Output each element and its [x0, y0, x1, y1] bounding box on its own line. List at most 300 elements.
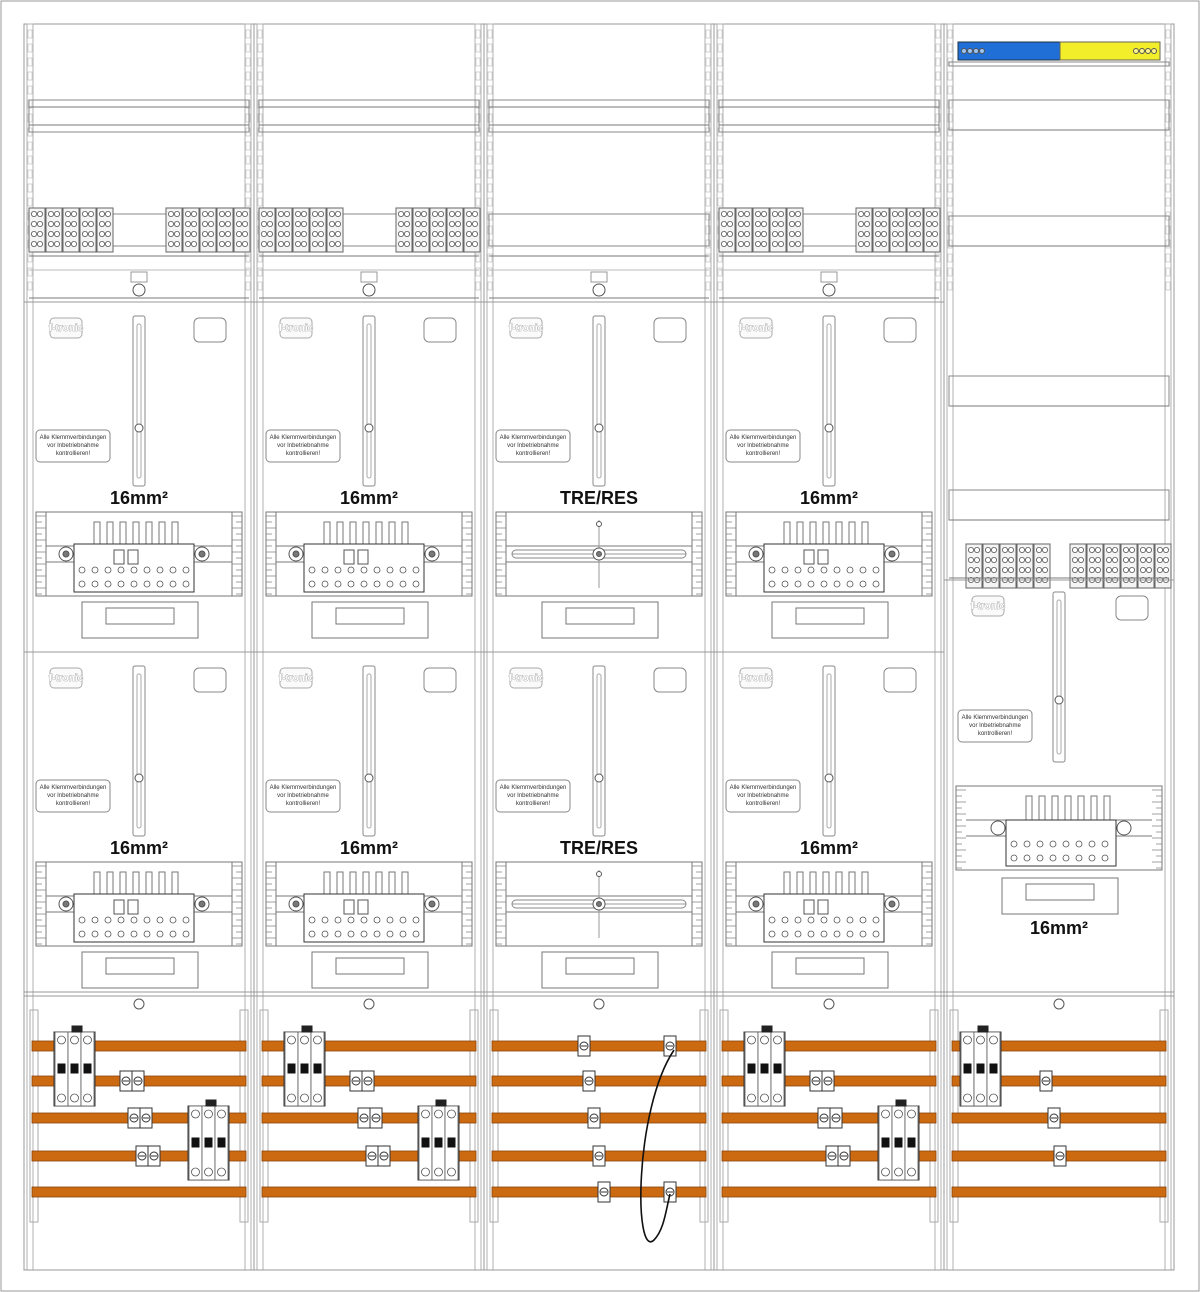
terminal-screw: [892, 221, 897, 226]
terminal-screw: [329, 221, 334, 226]
terminal-screw: [1140, 557, 1145, 562]
breaker-screw: [448, 1168, 456, 1176]
terminal-screw: [721, 221, 726, 226]
busbar-clamp: [1040, 1071, 1052, 1091]
terminal-screw: [795, 231, 800, 236]
brand-logo: f-tronic: [278, 673, 314, 684]
terminal-screw: [318, 221, 323, 226]
clamp-screw: [782, 581, 788, 587]
note-line: vor Inbetriebnahme: [737, 443, 789, 449]
mounting-screw: [365, 774, 373, 782]
terminal-screw: [991, 567, 996, 572]
busbar-clamp: [826, 1146, 850, 1166]
clamp-screw: [387, 567, 393, 573]
breaker-lever: [301, 1064, 308, 1073]
terminal-screw: [174, 241, 179, 246]
terminal-screw: [261, 211, 266, 216]
breaker-screw: [58, 1094, 66, 1102]
note-line: vor Inbetriebnahme: [277, 443, 329, 449]
breaker-top-clip: [436, 1100, 446, 1106]
terminal-screw: [1140, 567, 1145, 572]
clamp-screw: [860, 917, 866, 923]
terminal-screw: [968, 557, 973, 562]
busbar-clamp: [1048, 1108, 1060, 1128]
tre-hole: [597, 522, 602, 527]
terminal-screw: [242, 231, 247, 236]
terminal-screw: [301, 231, 306, 236]
busbar: [952, 1187, 1166, 1197]
clamp-screw: [1037, 841, 1043, 847]
note-line: Alle Klemmverbindungen: [499, 435, 567, 441]
terminal-screw: [466, 241, 471, 246]
breaker-screw: [748, 1036, 756, 1044]
terminal-screw: [449, 221, 454, 226]
note-line: Alle Klemmverbindungen: [729, 435, 797, 441]
breaker-screw: [71, 1036, 79, 1044]
clamp-screw: [821, 567, 827, 573]
clamp-screw: [1102, 855, 1108, 861]
clamp-screw: [348, 917, 354, 923]
terminal-screw: [438, 211, 443, 216]
terminal-screw: [892, 211, 897, 216]
terminal-screw: [1072, 567, 1077, 572]
terminal-screw: [738, 241, 743, 246]
terminal-screw: [415, 231, 420, 236]
terminal-screw: [438, 241, 443, 246]
terminal-screw: [398, 231, 403, 236]
terminal-screw: [985, 567, 990, 572]
clamp-screw: [144, 567, 150, 573]
terminal-screw: [898, 231, 903, 236]
terminal-screw: [892, 241, 897, 246]
clamp-screw: [348, 581, 354, 587]
clamp-fixing-core: [63, 551, 69, 557]
terminal-screw: [1129, 567, 1134, 572]
terminal-screw: [738, 211, 743, 216]
clamp-screw: [144, 931, 150, 937]
clamp-screw: [144, 917, 150, 923]
breaker-top-clip: [302, 1026, 312, 1032]
clamp-screw: [157, 931, 163, 937]
mounting-screw: [825, 424, 833, 432]
clamp-screw: [79, 581, 85, 587]
circuit-breaker: [54, 1026, 95, 1106]
clamp-screw: [170, 931, 176, 937]
terminal-screw: [926, 211, 931, 216]
terminal-screw: [37, 221, 42, 226]
clamp-screw: [782, 931, 788, 937]
terminal-screw: [261, 221, 266, 226]
terminal-screw: [1163, 557, 1168, 562]
breaker-screw: [964, 1036, 972, 1044]
busbar-clamp: [358, 1108, 382, 1128]
terminal-screw: [421, 231, 426, 236]
terminal-screw: [31, 211, 36, 216]
clamp-screw: [873, 917, 879, 923]
busbar-clamp: [818, 1108, 842, 1128]
terminal-screw: [191, 231, 196, 236]
terminal-screw: [168, 221, 173, 226]
terminal-screw: [1078, 547, 1083, 552]
terminal-screw: [65, 231, 70, 236]
terminal-screw: [875, 221, 880, 226]
busbar-clamp: [583, 1071, 595, 1091]
clamp-screw: [400, 917, 406, 923]
terminal-screw: [335, 241, 340, 246]
terminal-screw: [208, 221, 213, 226]
terminal-screw: [755, 231, 760, 236]
clamp-fixing-core: [889, 551, 895, 557]
busbar-clamp: [588, 1108, 600, 1128]
terminal-screw: [789, 221, 794, 226]
terminal-screw: [31, 221, 36, 226]
clamp-screw: [92, 581, 98, 587]
note-line: vor Inbetriebnahme: [507, 793, 559, 799]
clamp-screw: [769, 931, 775, 937]
breaker-screw: [908, 1168, 916, 1176]
terminal-screw: [312, 231, 317, 236]
terminal-screw: [105, 211, 110, 216]
terminal-screw: [466, 211, 471, 216]
clamp-screw: [144, 581, 150, 587]
busbar-clamp: [128, 1108, 152, 1128]
clamp-screw: [1050, 855, 1056, 861]
terminal-screw: [174, 221, 179, 226]
terminal-screw: [398, 211, 403, 216]
terminal-screw: [421, 211, 426, 216]
breaker-screw: [71, 1094, 79, 1102]
breaker-lever: [761, 1064, 768, 1073]
terminal-screw: [421, 241, 426, 246]
terminal-screw: [242, 241, 247, 246]
brand-logo: f-tronic: [48, 673, 84, 684]
terminal-screw: [875, 231, 880, 236]
terminal-screw: [1042, 547, 1047, 552]
terminal-screw: [881, 221, 886, 226]
clamp-screw: [361, 567, 367, 573]
terminal-screw: [772, 231, 777, 236]
breaker-screw: [314, 1094, 322, 1102]
terminal-screw: [1072, 557, 1077, 562]
breaker-screw: [435, 1110, 443, 1118]
terminal-screw: [858, 221, 863, 226]
terminal-screw: [219, 221, 224, 226]
breaker-screw: [761, 1094, 769, 1102]
breaker-screw: [301, 1036, 309, 1044]
terminal-screw: [727, 221, 732, 226]
terminal-screw: [1008, 557, 1013, 562]
breaker-screw: [192, 1168, 200, 1176]
clamp-screw: [1076, 855, 1082, 861]
terminal-screw: [65, 221, 70, 226]
terminal-screw: [284, 241, 289, 246]
breaker-screw: [774, 1036, 782, 1044]
terminal-screw: [105, 221, 110, 226]
terminal-screw: [54, 241, 59, 246]
terminal-screw: [318, 231, 323, 236]
terminal-screw: [48, 211, 53, 216]
terminal-screw: [65, 211, 70, 216]
terminal-screw: [267, 241, 272, 246]
n-terminal-screw: [968, 49, 973, 54]
terminal-screw: [1146, 567, 1151, 572]
clamp-screw: [1089, 855, 1095, 861]
terminal-screw: [284, 231, 289, 236]
terminal-screw: [1025, 567, 1030, 572]
circuit-breaker: [188, 1100, 229, 1180]
breaker-screw: [990, 1094, 998, 1102]
terminal-screw: [909, 241, 914, 246]
terminal-screw: [312, 241, 317, 246]
terminal-screw: [727, 241, 732, 246]
terminal-screw: [789, 241, 794, 246]
terminal-screw: [455, 221, 460, 226]
clamp-screw: [847, 917, 853, 923]
clamp-screw: [873, 931, 879, 937]
circuit-breaker: [744, 1026, 785, 1106]
circuit-breaker: [284, 1026, 325, 1106]
terminal-screw: [875, 241, 880, 246]
terminal-screw: [772, 211, 777, 216]
terminal-screw: [881, 231, 886, 236]
breaker-screw: [990, 1036, 998, 1044]
terminal-screw: [789, 211, 794, 216]
terminal-screw: [1146, 557, 1151, 562]
board-outline: [1, 1, 1199, 1291]
terminal-screw: [1146, 547, 1151, 552]
terminal-screw: [915, 231, 920, 236]
terminal-screw: [778, 211, 783, 216]
terminal-screw: [295, 221, 300, 226]
terminal-screw: [858, 211, 863, 216]
clamp-screw: [118, 581, 124, 587]
clamp-screw: [400, 931, 406, 937]
terminal-screw: [1078, 557, 1083, 562]
clamp-fixing-core: [753, 901, 759, 907]
terminal-screw: [185, 221, 190, 226]
clamp-screw: [834, 917, 840, 923]
note-line: kontrollieren!: [285, 451, 321, 457]
clamp-screw: [1050, 841, 1056, 847]
busbar-clamp: [810, 1071, 834, 1091]
clamp-fixing-screw: [1117, 821, 1131, 835]
clamp-fixing-core: [293, 901, 299, 907]
terminal-screw: [421, 221, 426, 226]
clamp-screw: [821, 917, 827, 923]
terminal-screw: [404, 241, 409, 246]
breaker-screw: [882, 1110, 890, 1118]
clamp-screw: [1024, 841, 1030, 847]
terminal-screw: [267, 231, 272, 236]
terminal-screw: [31, 241, 36, 246]
note-line: Alle Klemmverbindungen: [39, 785, 107, 791]
terminal-screw: [909, 231, 914, 236]
clamp-screw: [335, 567, 341, 573]
clamp-screw: [860, 931, 866, 937]
terminal-block: [166, 208, 250, 252]
breaker-lever: [422, 1138, 429, 1147]
clamp-screw: [131, 931, 137, 937]
note-line: Alle Klemmverbindungen: [499, 785, 567, 791]
brand-logo: f-tronic: [738, 673, 774, 684]
terminal-screw: [1008, 567, 1013, 572]
terminal-screw: [1163, 547, 1168, 552]
note-line: kontrollieren!: [55, 801, 91, 807]
terminal-screw: [415, 241, 420, 246]
terminal-screw: [795, 221, 800, 226]
clamp-screw: [170, 581, 176, 587]
clamp-screw: [118, 567, 124, 573]
breaker-screw: [301, 1094, 309, 1102]
breaker-screw: [448, 1110, 456, 1118]
clamp-screw: [387, 581, 393, 587]
breaker-screw: [977, 1036, 985, 1044]
breaker-screw: [205, 1110, 213, 1118]
terminal-block: [966, 544, 1050, 588]
clamp-screw: [79, 931, 85, 937]
terminal-screw: [761, 211, 766, 216]
busbar: [722, 1187, 936, 1197]
note-line: vor Inbetriebnahme: [507, 443, 559, 449]
clamp-screw: [413, 581, 419, 587]
breaker-screw: [964, 1094, 972, 1102]
breaker-screw: [748, 1094, 756, 1102]
terminal-screw: [744, 211, 749, 216]
terminal-screw: [295, 231, 300, 236]
note-line: vor Inbetriebnahme: [47, 443, 99, 449]
brand-logo: f-tronic: [738, 323, 774, 334]
terminal-screw: [432, 211, 437, 216]
terminal-screw: [1106, 557, 1111, 562]
terminal-screw: [738, 221, 743, 226]
breaker-top-clip: [762, 1026, 772, 1032]
clamp-screw: [1076, 841, 1082, 847]
terminal-screw: [1123, 557, 1128, 562]
terminal-screw: [755, 241, 760, 246]
terminal-screw: [312, 221, 317, 226]
terminal-screw: [37, 231, 42, 236]
mounting-screw: [365, 424, 373, 432]
n-terminal-screw: [980, 49, 985, 54]
terminal-screw: [875, 211, 880, 216]
breaker-top-clip: [72, 1026, 82, 1032]
busbar: [32, 1187, 246, 1197]
busbar-clamp: [1054, 1146, 1066, 1166]
terminal-block: [719, 208, 803, 252]
clamp-screw: [157, 917, 163, 923]
terminal-screw: [472, 231, 477, 236]
terminal-screw: [404, 221, 409, 226]
clamp-screw: [92, 567, 98, 573]
clamp-fixing-core: [753, 551, 759, 557]
pe-terminal-screw: [1152, 49, 1157, 54]
mount-screw-hole: [363, 284, 375, 296]
terminal-screw: [168, 231, 173, 236]
terminal-screw: [295, 241, 300, 246]
breaker-screw: [314, 1036, 322, 1044]
mount-screw-hole: [823, 284, 835, 296]
clamp-screw: [769, 581, 775, 587]
note-line: kontrollieren!: [515, 451, 551, 457]
terminal-screw: [1019, 567, 1024, 572]
breaker-screw: [774, 1094, 782, 1102]
busbar-clamp: [350, 1071, 374, 1091]
terminal-screw: [1106, 567, 1111, 572]
clamp-screw: [1037, 855, 1043, 861]
terminal-screw: [1112, 557, 1117, 562]
clamp-screw: [769, 917, 775, 923]
clamp-screw: [322, 567, 328, 573]
terminal-screw: [88, 211, 93, 216]
terminal-screw: [1002, 557, 1007, 562]
note-line: kontrollieren!: [515, 801, 551, 807]
clamp-screw: [808, 567, 814, 573]
terminal-screw: [71, 241, 76, 246]
clamp-screw: [769, 567, 775, 573]
clamp-screw: [309, 567, 315, 573]
terminal-screw: [789, 231, 794, 236]
breaker-lever: [314, 1064, 321, 1073]
terminal-screw: [991, 557, 996, 562]
terminal-screw: [932, 241, 937, 246]
terminal-screw: [329, 231, 334, 236]
breaker-screw: [422, 1168, 430, 1176]
terminal-screw: [909, 211, 914, 216]
pe-terminal-screw: [1146, 49, 1151, 54]
clamp-screw: [413, 917, 419, 923]
terminal-screw: [335, 211, 340, 216]
clamp-screw: [374, 931, 380, 937]
terminal-screw: [432, 221, 437, 226]
mount-screw-hole: [594, 999, 604, 1009]
terminal-screw: [1036, 557, 1041, 562]
terminal-screw: [727, 231, 732, 236]
clamp-fixing-screw: [991, 821, 1005, 835]
terminal-screw: [219, 211, 224, 216]
terminal-screw: [242, 221, 247, 226]
breaker-screw: [895, 1168, 903, 1176]
terminal-screw: [1019, 557, 1024, 562]
breaker-top-clip: [896, 1100, 906, 1106]
terminal-screw: [974, 547, 979, 552]
terminal-screw: [915, 221, 920, 226]
brand-logo: f-tronic: [508, 673, 544, 684]
breaker-lever: [288, 1064, 295, 1073]
terminal-screw: [236, 241, 241, 246]
terminal-screw: [335, 221, 340, 226]
terminal-screw: [31, 231, 36, 236]
terminal-screw: [909, 221, 914, 226]
note-line: vor Inbetriebnahme: [969, 723, 1021, 729]
circuit-breaker: [418, 1100, 459, 1180]
tre-hole: [597, 872, 602, 877]
terminal-block: [396, 208, 480, 252]
busbar-clamp: [578, 1036, 590, 1056]
clamp-screw: [1102, 841, 1108, 847]
terminal-screw: [99, 221, 104, 226]
breaker-screw: [218, 1168, 226, 1176]
terminal-screw: [208, 241, 213, 246]
terminal-screw: [1123, 547, 1128, 552]
terminal-screw: [202, 241, 207, 246]
clamp-screw: [821, 931, 827, 937]
terminal-screw: [1019, 547, 1024, 552]
clamp-screw: [413, 567, 419, 573]
terminal-screw: [915, 241, 920, 246]
terminal-screw: [398, 221, 403, 226]
terminal-screw: [778, 241, 783, 246]
terminal-screw: [968, 567, 973, 572]
